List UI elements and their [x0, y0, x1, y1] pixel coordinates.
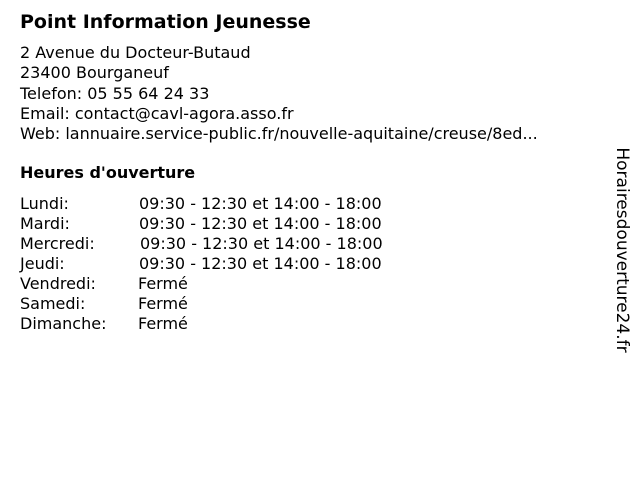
day-label: Vendredi: — [20, 274, 96, 293]
day-hours: 09:30 - 12:30 et 14:00 - 18:00 — [139, 254, 382, 273]
email-line: Email: contact@cavl-agora.asso.fr — [20, 104, 294, 123]
day-label: Samedi: — [20, 294, 86, 313]
site-watermark: Horairesdouverture24.fr — [612, 147, 632, 353]
address-street: 2 Avenue du Docteur-Butaud — [20, 43, 251, 62]
phone-line: Telefon: 05 55 64 24 33 — [20, 84, 210, 103]
day-label: Jeudi: — [20, 254, 65, 273]
day-hours: 09:30 - 12:30 et 14:00 - 18:00 — [139, 214, 382, 233]
address-city: 23400 Bourganeuf — [20, 63, 169, 82]
day-label: Lundi: — [20, 194, 69, 213]
business-name: Point Information Jeunesse — [20, 11, 311, 33]
day-label: Dimanche: — [20, 314, 107, 333]
day-hours: Fermé — [138, 274, 188, 293]
day-label: Mercredi: — [20, 234, 95, 253]
day-hours: 09:30 - 12:30 et 14:00 - 18:00 — [140, 234, 383, 253]
web-line: Web: lannuaire.service-public.fr/nouvelle-aquitaine/creuse/8ed... — [20, 124, 538, 143]
day-hours: 09:30 - 12:30 et 14:00 - 18:00 — [139, 194, 382, 213]
hours-heading: Heures d'ouverture — [20, 163, 196, 182]
day-hours: Fermé — [138, 294, 188, 313]
day-hours: Fermé — [138, 314, 188, 333]
day-label: Mardi: — [20, 214, 70, 233]
